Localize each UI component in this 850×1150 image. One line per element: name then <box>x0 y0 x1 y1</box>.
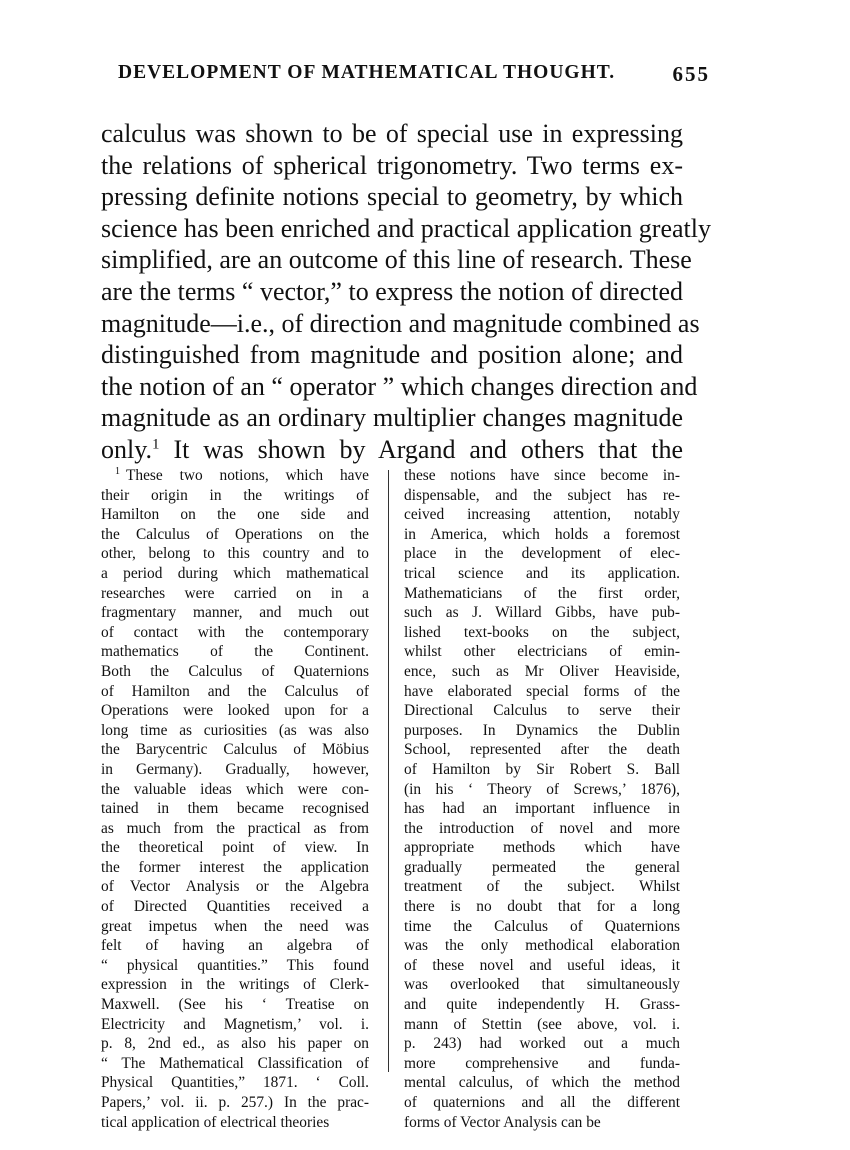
body-line: are the terms “ vector,” to express the notion of directed <box>101 276 683 306</box>
footnote-line: a period during which mathematical <box>101 564 369 582</box>
footnote-line: place in the development of elec- <box>404 545 680 563</box>
footnote-line: in Germany). Gradually, however, <box>101 760 369 778</box>
footnote-line: p. 8, 2nd ed., as also his paper on <box>101 1035 369 1053</box>
footnote-line: the valuable ideas which were con- <box>101 780 369 798</box>
footnote-line: was the only methodical elaboration <box>404 937 680 955</box>
body-line-last-end: It was shown by Argand and others that the <box>159 434 683 464</box>
body-line: simplified, are an outcome of this line of research. These <box>101 245 692 275</box>
footnote <box>101 465 683 1131</box>
footnote-line: tained in them became recognised <box>101 800 369 818</box>
footnote-reference: 1 <box>152 436 160 453</box>
footnote-line: of Hamilton and the Calculus of <box>101 682 369 700</box>
body-line: science has been enriched and practical application greatly <box>101 213 711 243</box>
footnote-line: of Hamilton by Sir Robert S. Ball <box>404 760 680 778</box>
body-line: calculus was shown to be of special use in expressing <box>101 119 683 148</box>
footnote-line: School, represented after the death <box>404 741 680 759</box>
footnote-line: appropriate methods which have <box>404 839 680 857</box>
footnote-line: Both the Calculus of Quaternions <box>101 662 369 680</box>
footnote-line: the Calculus of Operations on the <box>101 525 369 543</box>
footnote-line: gradually permeated the general <box>404 858 680 876</box>
footnote-line: fragmentary manner, and much out <box>101 604 369 622</box>
footnote-line: Physical Quantities,” 1871. ‘ Coll. <box>101 1074 369 1092</box>
footnote-line: mental calculus, of which the method <box>404 1074 680 1092</box>
footnote-line: has had an important influence in <box>404 800 680 818</box>
footnote-line: of Directed Quantities received a <box>101 898 369 916</box>
footnote-line: forms of Vector Analysis can be <box>404 1113 601 1131</box>
body-line: distinguished from magnitude and position alone; and <box>101 340 683 370</box>
running-head-title: DEVELOPMENT OF MATHEMATICAL THOUGHT. <box>118 62 616 83</box>
footnote-line: “ The Mathematical Classification of <box>101 1054 369 1072</box>
footnote-marker: 1 <box>115 465 120 477</box>
footnote-line: of contact with the contemporary <box>101 623 369 641</box>
footnote-line <box>101 466 369 486</box>
footnote-line: of Vector Analysis or the Algebra <box>101 878 369 896</box>
footnote-line: in America, which holds a foremost <box>404 525 680 543</box>
footnote-line: dispensable, and the subject has re- <box>404 486 680 504</box>
body-line: pressing definite notions special to geometry, by which <box>101 182 683 212</box>
footnote-line: as much from the practical as from <box>101 819 369 837</box>
footnote-line: long time as curiosities (as was also <box>101 721 369 739</box>
footnote-line: of these novel and useful ideas, it <box>404 956 680 974</box>
footnote-line: Operations were looked upon for a <box>101 702 369 720</box>
footnote-line: tical application of electrical theories <box>101 1113 330 1131</box>
footnote-line: more comprehensive and funda- <box>404 1054 680 1072</box>
footnote-right-column <box>404 466 680 1132</box>
footnote-line: Directional Calculus to serve their <box>404 702 680 720</box>
body-line: the notion of an “ operator ” which changes direction and <box>101 371 698 401</box>
footnote-line: purposes. In Dynamics the Dublin <box>404 721 680 739</box>
running-head <box>100 62 710 94</box>
footnote-line: felt of having an algebra of <box>101 937 369 955</box>
footnote-line-text: These two notions, which have <box>126 467 369 484</box>
footnote-line: these notions have since become in- <box>404 467 680 484</box>
footnote-line: was overlooked that simultaneously <box>404 976 680 994</box>
footnote-line: Mathematicians of the first order, <box>404 584 680 602</box>
footnote-line: whilst other electricians of emin- <box>404 643 680 661</box>
footnote-line: mathematics of the Continent. <box>101 643 369 661</box>
footnote-line: “ physical quantities.” This found <box>101 956 369 974</box>
footnote-line: have elaborated special forms of the <box>404 682 680 700</box>
body-line: the relations of spherical trigonometry. Two terms ex- <box>101 150 683 180</box>
footnote-line: treatment of the subject. Whilst <box>404 878 680 896</box>
column-divider <box>388 470 389 1072</box>
body-line-last-start: only. <box>101 434 153 464</box>
footnote-line: Maxwell. (See his ‘ Treatise on <box>101 996 369 1014</box>
body-line: magnitude—i.e., of direction and magnitude combined as <box>101 308 700 338</box>
footnote-line: expression in the writings of Clerk- <box>101 976 369 994</box>
footnote-line: ence, such as Mr Oliver Heaviside, <box>404 662 680 680</box>
body-text <box>101 118 711 466</box>
footnote-line: and quite independently H. Grass- <box>404 996 680 1014</box>
footnote-line: such as J. Willard Gibbs, have pub- <box>404 604 680 622</box>
footnote-line: there is no doubt that for a long <box>404 898 680 916</box>
footnote-line: p. 243) had worked out a much <box>404 1035 680 1053</box>
footnote-line: mann of Stettin (see above, vol. i. <box>404 1015 680 1033</box>
body-line: magnitude as an ordinary multiplier changes magnitude <box>101 403 683 433</box>
footnote-left-column <box>101 466 369 1132</box>
footnote-line: the introduction of novel and more <box>404 819 680 837</box>
footnote-line: the former interest the application <box>101 858 369 876</box>
footnote-line: Electricity and Magnetism,’ vol. i. <box>101 1015 369 1033</box>
footnote-line: other, belong to this country and to <box>101 545 369 563</box>
page-number: 655 <box>672 62 710 86</box>
footnote-line: the theoretical point of view. In <box>101 839 369 857</box>
footnote-line: the Barycentric Calculus of Möbius <box>101 741 369 759</box>
footnote-line: (in his ‘ Theory of Screws,’ 1876), <box>404 780 680 798</box>
footnote-line: time the Calculus of Quaternions <box>404 917 680 935</box>
footnote-line: their origin in the writings of <box>101 486 369 504</box>
footnote-line: Hamilton on the one side and <box>101 506 369 524</box>
footnote-line: trical science and its application. <box>404 564 680 582</box>
footnote-line: lished text-books on the subject, <box>404 623 680 641</box>
footnote-line: ceived increasing attention, notably <box>404 506 680 524</box>
body-line-last <box>101 434 683 466</box>
footnote-line: great impetus when the need was <box>101 917 369 935</box>
footnote-line: of quaternions and all the different <box>404 1094 680 1111</box>
footnote-line: Papers,’ vol. ii. p. 257.) In the prac- <box>101 1094 369 1111</box>
footnote-line: researches were carried on in a <box>101 584 369 602</box>
